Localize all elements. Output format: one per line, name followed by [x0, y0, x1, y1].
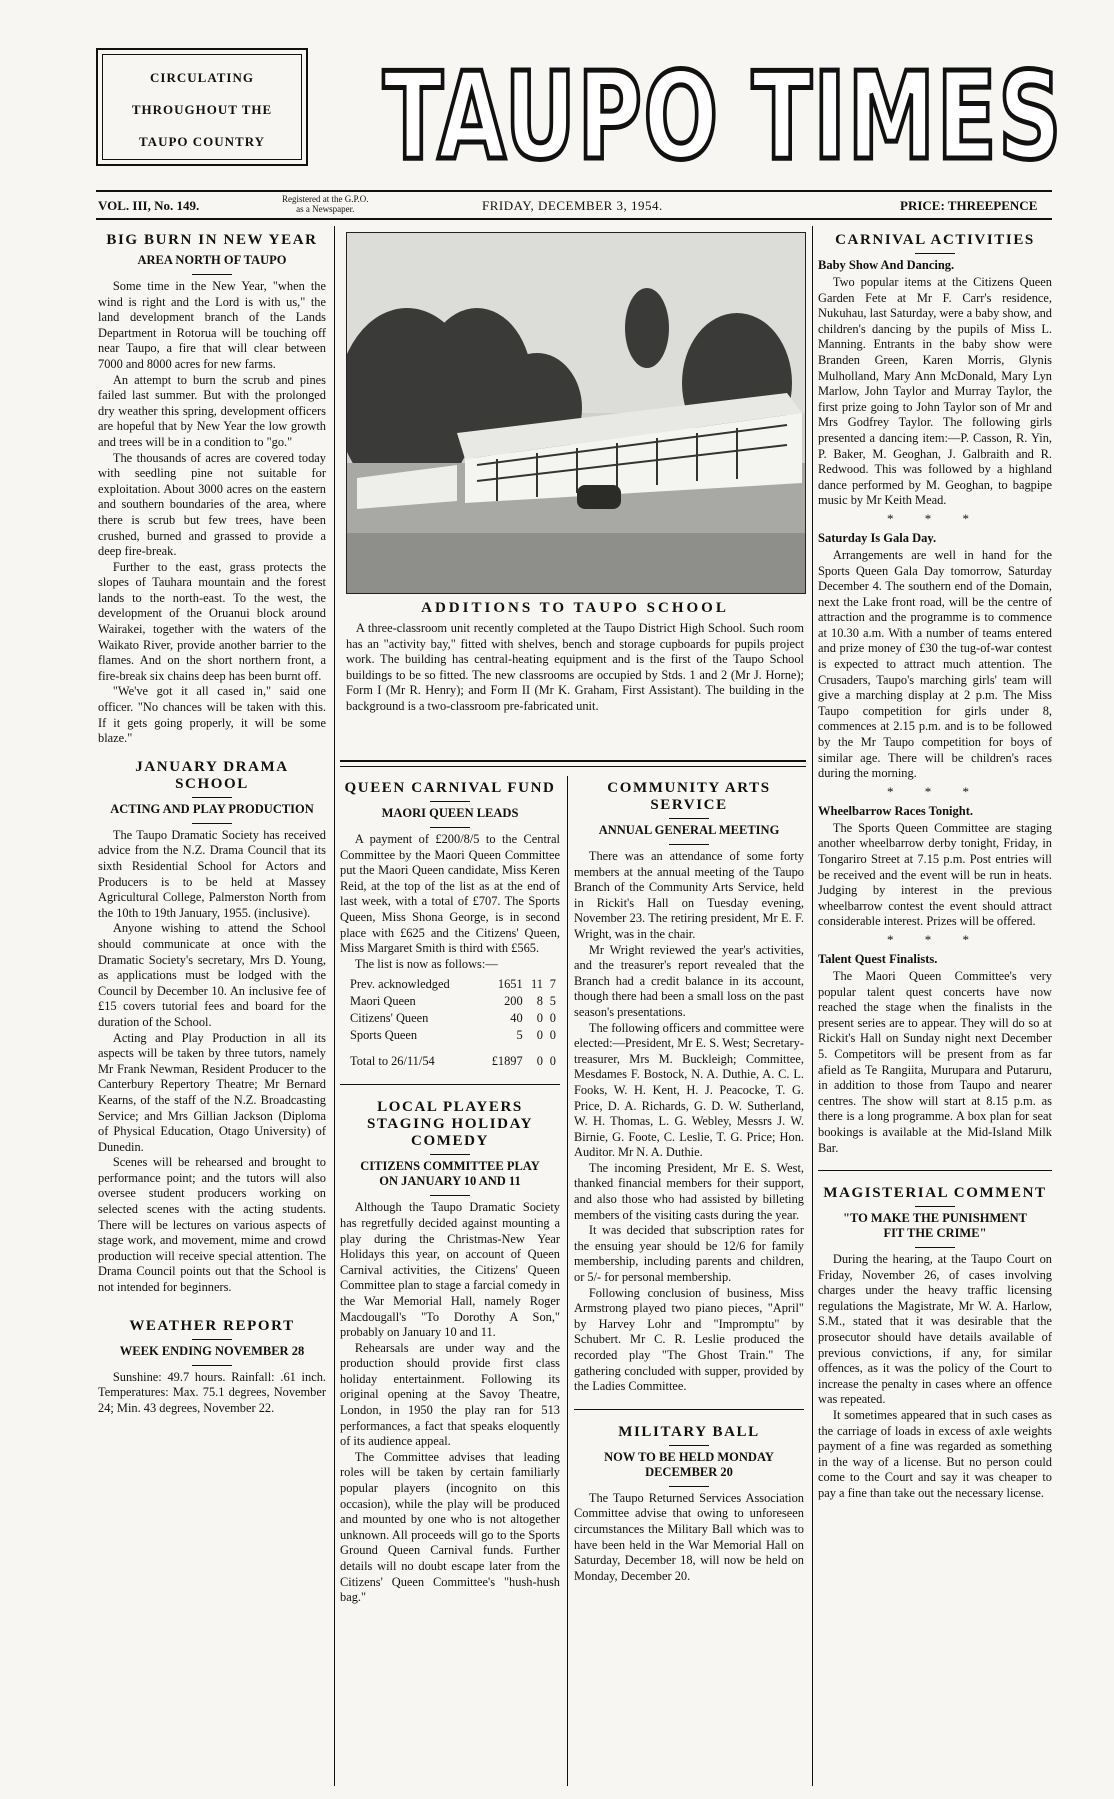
column-rule-3 [567, 776, 568, 1786]
divider [669, 1486, 709, 1487]
divider [430, 827, 470, 828]
table-row: Maori Queen 200 8 5 [350, 994, 556, 1009]
paragraph: An attempt to burn the scrub and pines failed last summer. But with the prolonged dry weather this spring, development officers are hopeful that by New Year the low growth and trees will be in a condition to "go." [98, 372, 326, 449]
headline: LOCAL PLAYERS STAGING HOLIDAY COMEDY [366, 1099, 534, 1150]
paragraph: The list is now as follows:— [354, 956, 498, 971]
column-center-left [340, 780, 560, 1606]
issue-date: FRIDAY, DECEMBER 3, 1954. [482, 198, 663, 213]
headline: JANUARY DRAMA SCHOOL [135, 758, 289, 792]
divider [192, 274, 232, 275]
paragraph: Some time in the New Year, "when the wind is right and the Lord is with us," the land development branch of the Lands Department in Rotorua will be touching off near Taupo, a fire that will clear between 7000 and 8000 acres for new farms. [98, 279, 326, 371]
headline: MAGISTERIAL COMMENT [823, 1185, 1047, 1202]
paragraph: Scenes will be rehearsed and brought to performance point; and the tutors will also oversee student producers working on selected scenes with the acting students. There will be lectures on various aspects of stage work, and movement, mime and crowd production will receive special attention. The Drama Council points out that the School is not intended for beginners. [98, 1155, 326, 1295]
registration-note [282, 194, 368, 214]
paragraph: During the hearing, at the Taupo Court on Friday, November 26, of cases involving charges under the heavy traffic licensing regulations the Magistrate, Mr W. A. Harlow, S.M., stated that it was desirable that the prosecutor should have details available of previous convictions, if any, for similar offences, as it was the policy of the Court to increase the penalty in cases where an offence was repeated. [818, 1252, 1052, 1407]
paragraph: A payment of £200/8/5 to the Central Committee by the Maori Queen Committee put the Maori Queen candidate, Miss Keren Reid, at the top of the list as at the end of last week, with a total of £707. The Sports Queen, Miss Shona George, is in second place with £625 and the Citizens' Queen, Miss Margaret Smith is third with £565. [340, 832, 560, 956]
paragraph: The Committee advises that leading roles will be taken by certain familiarly popular players (incognito on this occasion), while the play will be produced and mounted by one who is not altogether unknown. All proceeds will go to the Sports Ground Queen Carnival funds. Further details will no doubt escape later from the Citizens' Queen Committee's "hush-hush bag." [340, 1449, 560, 1605]
section-subhead: Baby Show And Dancing. [818, 258, 955, 272]
divider [192, 1365, 232, 1366]
article-big-burn [98, 232, 326, 747]
divider [915, 1206, 955, 1207]
caption-headline: ADDITIONS TO TAUPO SCHOOL [421, 600, 729, 616]
newspaper-title [378, 40, 1068, 180]
divider [669, 818, 709, 819]
table-row: Prev. acknowledged 1651 11 7 [350, 977, 556, 992]
separator-stars: * * * [887, 510, 983, 526]
subhead: WEEK ENDING NOVEMBER 28 [119, 1343, 305, 1358]
masthead-rule-bottom [96, 218, 1052, 220]
column-rule-1 [334, 226, 335, 1786]
paragraph: There was an attendance of some forty members at the annual meeting of the Taupo Branch of the Community Arts Service, held in Rickit's Hall on Tuesday evening, November 23. The retiring president, Mr E. F. Wright, was in the chair. [574, 849, 804, 941]
column-right [818, 232, 1052, 1502]
separator-stars: * * * [887, 931, 983, 947]
box-line-2: THROUGHOUT THE [131, 102, 273, 117]
divider [915, 1247, 955, 1248]
column-left [98, 232, 326, 1416]
paragraph: Rehearsals are under way and the production should provide first class holiday entertainment. Following its original opening at the Savoy Theatre, London, in 1950 the play ran for 513 performances, a fact that speaks eloquently of its audience appeal. [340, 1340, 560, 1449]
volume-number: VOL. III, No. 149. [98, 198, 200, 213]
headline: COMMUNITY ARTS SERVICE [607, 780, 771, 813]
subhead: "TO MAKE THE PUNISHMENT FIT THE CRIME" [843, 1211, 1027, 1241]
article-queen-fund [340, 780, 560, 1070]
article-local-players [340, 1099, 560, 1605]
center-rule-2 [340, 766, 806, 767]
paragraph: Sunshine: 49.7 hours. Rainfall: .61 inch. Temperatures: Max. 75.1 degrees, November 24; Min. 43 degrees, November 22. [98, 1369, 326, 1415]
divider [915, 253, 955, 254]
separator-stars: * * * [887, 783, 983, 799]
paragraph: The incoming President, Mr E. S. West, thanked financial members for their support, and also those who had assisted by billeting members of the visiting casts during the year. [574, 1160, 804, 1222]
table-row-total: Total to 26/11/54 £1897 0 0 [350, 1054, 556, 1069]
school-photo-image [347, 233, 805, 593]
paragraph: Mr Wright reviewed the year's activities, and the treasurer's report revealed that the Branch had a credit balance in its account, though there had been a small loss on the past season's presentations. [574, 942, 804, 1019]
paragraph: The Taupo Returned Services Association Committee advise that owing to unforeseen circumstances the Military Ball which was to have been held in the War Memorial Hall on Saturday, December 18, will now be held on Monday, December 20. [574, 1490, 804, 1583]
box-line-3: TAUPO COUNTRY [138, 134, 266, 149]
divider [818, 1170, 1052, 1171]
fund-table [348, 976, 558, 1070]
registration-line-1: Registered at the G.P.O. [282, 194, 369, 204]
headline: MILITARY BALL [618, 1423, 760, 1440]
article-drama-school [98, 759, 326, 1296]
paragraph: Anyone wishing to attend the School should communicate at once with the Dramatic Society's secretary, Mrs D. Young, as applications must be lodged with the Council by December 10. An inclusive fee of £15 covers tutorial fees and board for the duration of the School. [98, 921, 326, 1029]
divider [574, 1409, 804, 1410]
subhead: ACTING AND PLAY PRODUCTION [110, 801, 314, 816]
article-community-arts [574, 780, 804, 1395]
photo-caption-block [346, 600, 804, 715]
divider [192, 1339, 232, 1340]
circulation-box [96, 48, 308, 166]
paragraph: It sometimes appeared that in such cases as the carriage of loads in excess of axle weights payment of a fine was regarded as something in the way of a license. But no person could come to the Court and say it was cheaper to pay a fine than take out the necessary license. [818, 1408, 1052, 1500]
headline: QUEEN CARNIVAL FUND [344, 780, 556, 796]
divider [340, 1084, 560, 1085]
column-rule-2 [812, 226, 813, 1786]
article-carnival [818, 232, 1052, 1156]
paragraph: Arrangements are well in hand for the Sports Queen Gala Day tomorrow, Saturday December 4. The southern end of the Domain, next the Lake front road, will be the centre of attraction and the programme is to commence at 10.30 a.m. With a number of teams entered and prize money of £30 the tug-of-war contest is expected to attract much attention. The Crusaders, Taupo's marching girls' team will give a marching display at 2 p.m. The Miss Taupo competition for girls under 8, commences at 2.15 p.m. and is to be followed by the Mr Taupo competition for boys of similar age. There will be children's races during the morning. [818, 547, 1052, 781]
masthead-rule-top [96, 190, 1052, 192]
paragraph: The Maori Queen Committee's very popular talent quest concerts have now reached the stage when the finalists in the present series are to appear. They will do so at Rickit's Hall on Sunday night next December 5. Competitors will be present from as far afield as Te Rangiita, Murupara and Putaruru, in addition to those from Taupo and nearer centres. The show will start at 8.15 p.m. as there is a long programme. A box plan for seat bookings is available at the Mid-Island Milk Bar. [818, 968, 1052, 1155]
paragraph: Two popular items at the Citizens Queen Garden Fete at Mr F. Carr's residence, Nukuhau, last Saturday, were a baby show, and children's dancing by the pupils of Miss L. Manning. Entrants in the baby show were Branden Green, Karen Morris, Glynis Mulholland, Mary Ann McDonald, Mary Lyn Marlow, John Taylor and Murray Taylor, the first prize going to John Taylor son of Mr and Mrs Godfrey Taylor. The following girls presented a dancing item:—P. Casson, R. Yin, P. Baker, M. Geoghan, J. Galbraith and R. Redwood. This was followed by a highland dance performed by M. Geoghan, to bagpipe music by Mr Keith Mead. [818, 275, 1052, 508]
title-text: TAUPO TIMES [383, 48, 1063, 180]
paragraph: Following conclusion of business, Miss Armstrong played two piano pieces, "April" by Harvey Lohr and "Impromptu" by Schubert. Mr C. R. Leslie produced the recorded play "The Ghost Train." The gathering concluded with supper, provided by the Ladies Committee. [574, 1285, 804, 1394]
paragraph: Although the Taupo Dramatic Society has regretfully decided against mounting a play during the Christmas-New Year Holidays this year, on account of Queen Carnival activities, the Citizens' Queen Committee plan to stage a farcial comedy in the War Memorial Hall, namely Roger Macdougall's "To Dorothy A Son," probably on January 10 and 11. [340, 1200, 560, 1340]
paragraph: The Sports Queen Committee are staging another wheelbarrow derby tonight, Friday, in Tongariro Street at 7.15 p.m. Post entries will be received and the event will be run in heats. Judging by interest in the previous wheelbarrow contest the event should attract considerable interest. Prizes will be offered. [818, 820, 1052, 929]
headline: WEATHER REPORT [129, 1317, 295, 1334]
section-subhead: Wheelbarrow Races Tonight. [818, 803, 973, 818]
paragraph: "We've got it all cased in," said one officer. "No chances will be taken with this. If it gets going properly, it will be some blaze." [98, 684, 326, 746]
subhead: CITIZENS COMMITTEE PLAY ON JANUARY 10 AND 11 [360, 1159, 540, 1189]
title-logo [378, 40, 1068, 180]
registration-line-2: as a Newspaper. [296, 204, 355, 214]
table-row: Citizens' Queen 40 0 0 [350, 1011, 556, 1026]
price: PRICE: THREEPENCE [900, 198, 1038, 213]
paragraph: The following officers and committee were elected:—President, Mr E. S. West; Secretary-treasurer, Mrs M. Buckleigh; Committee, Mesdames F. Bostock, N. A. Duthie, A. C. L. Fooks, W. H. Kent, H. J. Peacocke, T. G. Price, D. A. Richards, G. D. W. Sutherland, W. H. Thomas, L. G. Webley, Messrs J. W. Birnie, G. Foote, C. Leslie, T. G. Price; Hon. Auditor. Mr N. A. Duthie. [574, 1020, 805, 1160]
paragraph: It was decided that subscription rates for the ensuing year should be 12/6 for family membership, including parents and children, or 5/- for personal membership. [574, 1223, 804, 1285]
divider [669, 844, 709, 845]
paragraph: The Taupo Dramatic Society has received advice from the N.Z. Drama Council that its sixth Residential School for Actors and Producers is to be held at Massey Agricultural College, Palmerston North from the 10th to 19th January, 1955. (inclusive). [98, 827, 326, 920]
headline: BIG BURN IN NEW YEAR [106, 232, 318, 248]
paragraph: Further to the east, grass protects the slopes of Tauhara mountain and the forest lands to the north-east. To the west, the development of the Oruanui block around Wairakei, together with the waters of the Waikato River, provide another barrier to the flames. And on the short northern front, a fire-break six chains deep has been burnt off. [98, 559, 326, 683]
paragraph: Acting and Play Production in all its aspects will be taken by three tutors, namely Mr Frank Newman, Resident Producer to the Canterbury Repertory Theatre; Mr Bernard Kearns, of the staff of the N.Z. Broadcasting Service; and Mrs Gillian Jackson (Diploma of Physical Education, Otago University) of Dunedin. [98, 1030, 326, 1154]
school-photo [346, 232, 806, 594]
divider [192, 797, 232, 798]
box-line-1: CIRCULATING [150, 70, 254, 85]
article-magisterial [818, 1185, 1052, 1502]
divider [669, 1445, 709, 1446]
article-weather [98, 1318, 326, 1417]
section-subhead: Saturday Is Gala Day. [818, 530, 937, 545]
divider [430, 1154, 470, 1155]
caption-text: A three-classroom unit recently completed at the Taupo District High School. Such room has an "activity bay," fitted with shelves, bench and storage cupboards for pupils project work. The building has central-heating equipment and is the first of the Taupo School buildings to be so fitted. The new classrooms are occupied by Stds. 1 and 2 (Mr J. Horne); Form I (Mr R. Henry); and Form II (Mr K. Graham, First Assistant). The building in the background is a two-classroom pre-fabricated unit. [346, 621, 804, 713]
subhead: NOW TO BE HELD MONDAY DECEMBER 20 [604, 1449, 774, 1479]
column-center-right [574, 780, 804, 1584]
headline: CARNIVAL ACTIVITIES [835, 232, 1035, 248]
divider [430, 801, 470, 802]
divider [430, 1195, 470, 1196]
section-subhead: Talent Quest Finalists. [818, 951, 938, 966]
center-rule [340, 760, 806, 762]
subhead: AREA NORTH OF TAUPO [137, 253, 287, 267]
subhead: MAORI QUEEN LEADS [381, 806, 519, 820]
table-row: Sports Queen 5 0 0 [350, 1028, 556, 1043]
article-military-ball [574, 1424, 804, 1585]
divider [192, 823, 232, 824]
paragraph: The thousands of acres are covered today with seedling pine not suitable for exploitation. About 3000 acres on the eastern and southern boundaries of the area, where there is scrub but few trees, have been crushed, burned and grassed to provide a deep fire-break. [98, 450, 326, 559]
subhead: ANNUAL GENERAL MEETING [598, 823, 780, 837]
